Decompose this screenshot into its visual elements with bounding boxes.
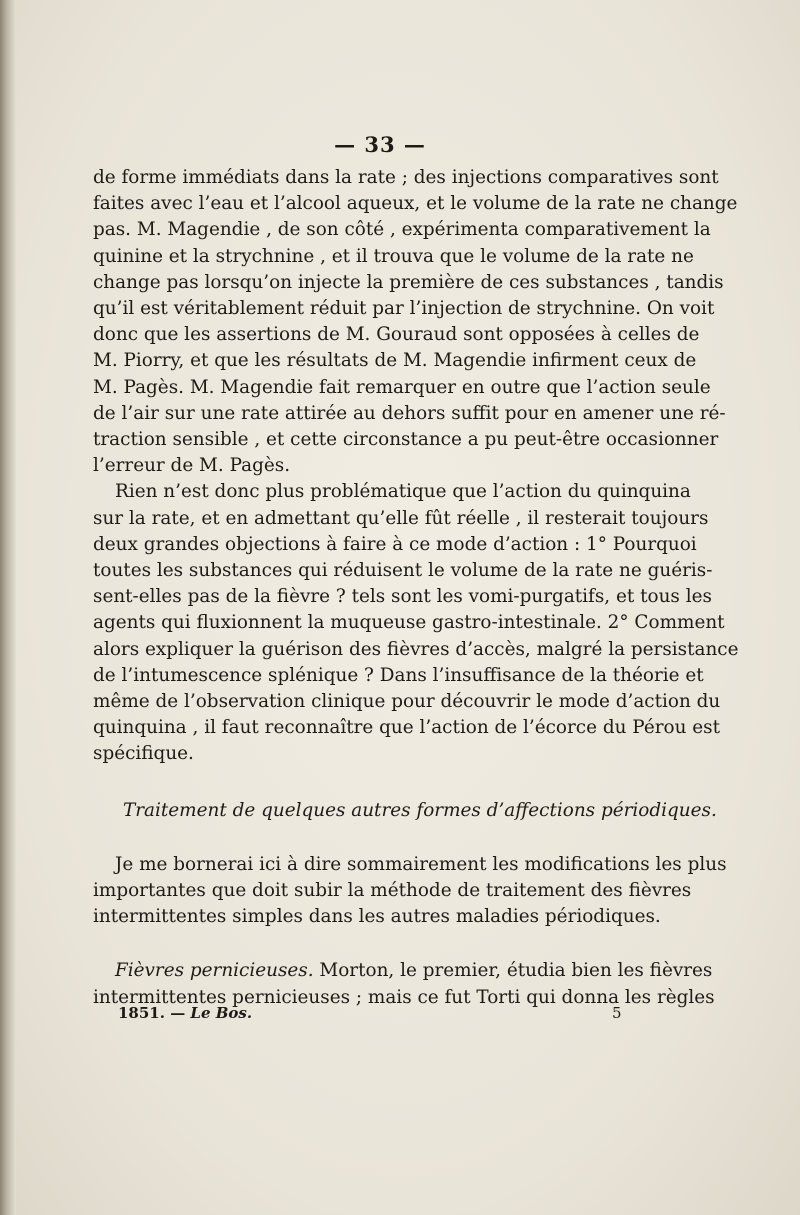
text-line: change pas lorsqu’on injecte la première de ces substances , tandis	[93, 271, 724, 293]
book-gutter-shadow	[0, 0, 16, 1215]
text-line: deux grandes objections à faire à ce mode d’action : 1° Pourquoi	[93, 533, 697, 555]
section-spacer	[93, 768, 685, 798]
section-spacer	[93, 824, 685, 852]
text-line: de l’intumescence splénique ? Dans l’insuffisance de la théorie et	[93, 664, 704, 686]
section-heading: Traitement de quelques autres formes d’affections périodiques.	[123, 799, 717, 821]
text-line: M. Pagès. M. Magendie fait remarquer en outre que l’action seule	[93, 376, 711, 398]
text-line: même de l’observation clinique pour découvrir le mode d’action du	[93, 691, 721, 713]
text-line: agents qui fluxionnent la muqueuse gastro-intestinale. 2° Comment	[93, 612, 725, 634]
body-text	[93, 165, 739, 1011]
text-line: Je me bornerai ici à dire sommairement les modifications les plus	[115, 853, 727, 875]
text-line: intermittentes simples dans les autres maladies périodiques.	[93, 906, 661, 928]
text-line: pas. M. Magendie , de son côté , expérimenta comparativement la	[93, 219, 711, 241]
text-line: sent-elles pas de la fièvre ? tels sont les vomi-purgatifs, et tous les	[93, 586, 712, 608]
text-line: toutes les substances qui réduisent le volume de la rate ne guéris-	[93, 560, 713, 582]
printer-signature	[118, 1004, 252, 1022]
paragraph-lead: Fièvres pernicieuses.	[115, 960, 314, 982]
signature-year: 1851. —	[118, 1004, 191, 1022]
text-line: importantes que doit subir la méthode de traitement des fièvres	[93, 880, 692, 902]
text-line: donc que les assertions de M. Gouraud sont opposées à celles de	[93, 324, 700, 346]
text-line: spécifique.	[93, 743, 194, 765]
signature-name: Le Bos.	[190, 1004, 253, 1022]
text-line: faites avec l’eau et l’alcool aqueux, et le volume de la rate ne change	[93, 193, 738, 215]
text-line: intermittentes pernicieuses ; mais ce fut Torti qui donna les règles	[93, 986, 715, 1008]
text-line: de forme immédiats dans la rate ; des injections comparatives sont	[93, 167, 719, 188]
text-line: traction sensible , et cette circonstance a pu peut-être occasionner	[93, 429, 719, 451]
text-fragment: Morton, le premier, étudia bien les fièvres	[313, 960, 713, 982]
paragraph-spacer	[93, 930, 685, 958]
page-number: — 33 —	[334, 132, 426, 157]
text-line: l’erreur de M. Pagès.	[93, 455, 291, 477]
text-line: Rien n’est donc plus problématique que l’action du quinquina	[115, 481, 691, 503]
text-line: sur la rate, et en admettant qu’elle fût réelle , il resterait toujours	[93, 507, 709, 529]
text-line: quinine et la strychnine , et il trouva que le volume de la rate ne	[93, 245, 694, 267]
text-line: qu’il est véritablement réduit par l’injection de strychnine. On voit	[93, 298, 715, 320]
text-line: M. Piorry, et que les résultats de M. Magendie infirment ceux de	[93, 350, 697, 372]
text-line: alors expliquer la guérison des fièvres d’accès, malgré la persistance	[93, 638, 739, 660]
text-line	[93, 958, 713, 984]
text-line: quinquina , il faut reconnaître que l’action de l’écorce du Pérou est	[93, 717, 720, 739]
sheet-number: 5	[612, 1004, 622, 1022]
text-line: de l’air sur une rate attirée au dehors suffit pour en amener une ré-	[93, 402, 726, 424]
